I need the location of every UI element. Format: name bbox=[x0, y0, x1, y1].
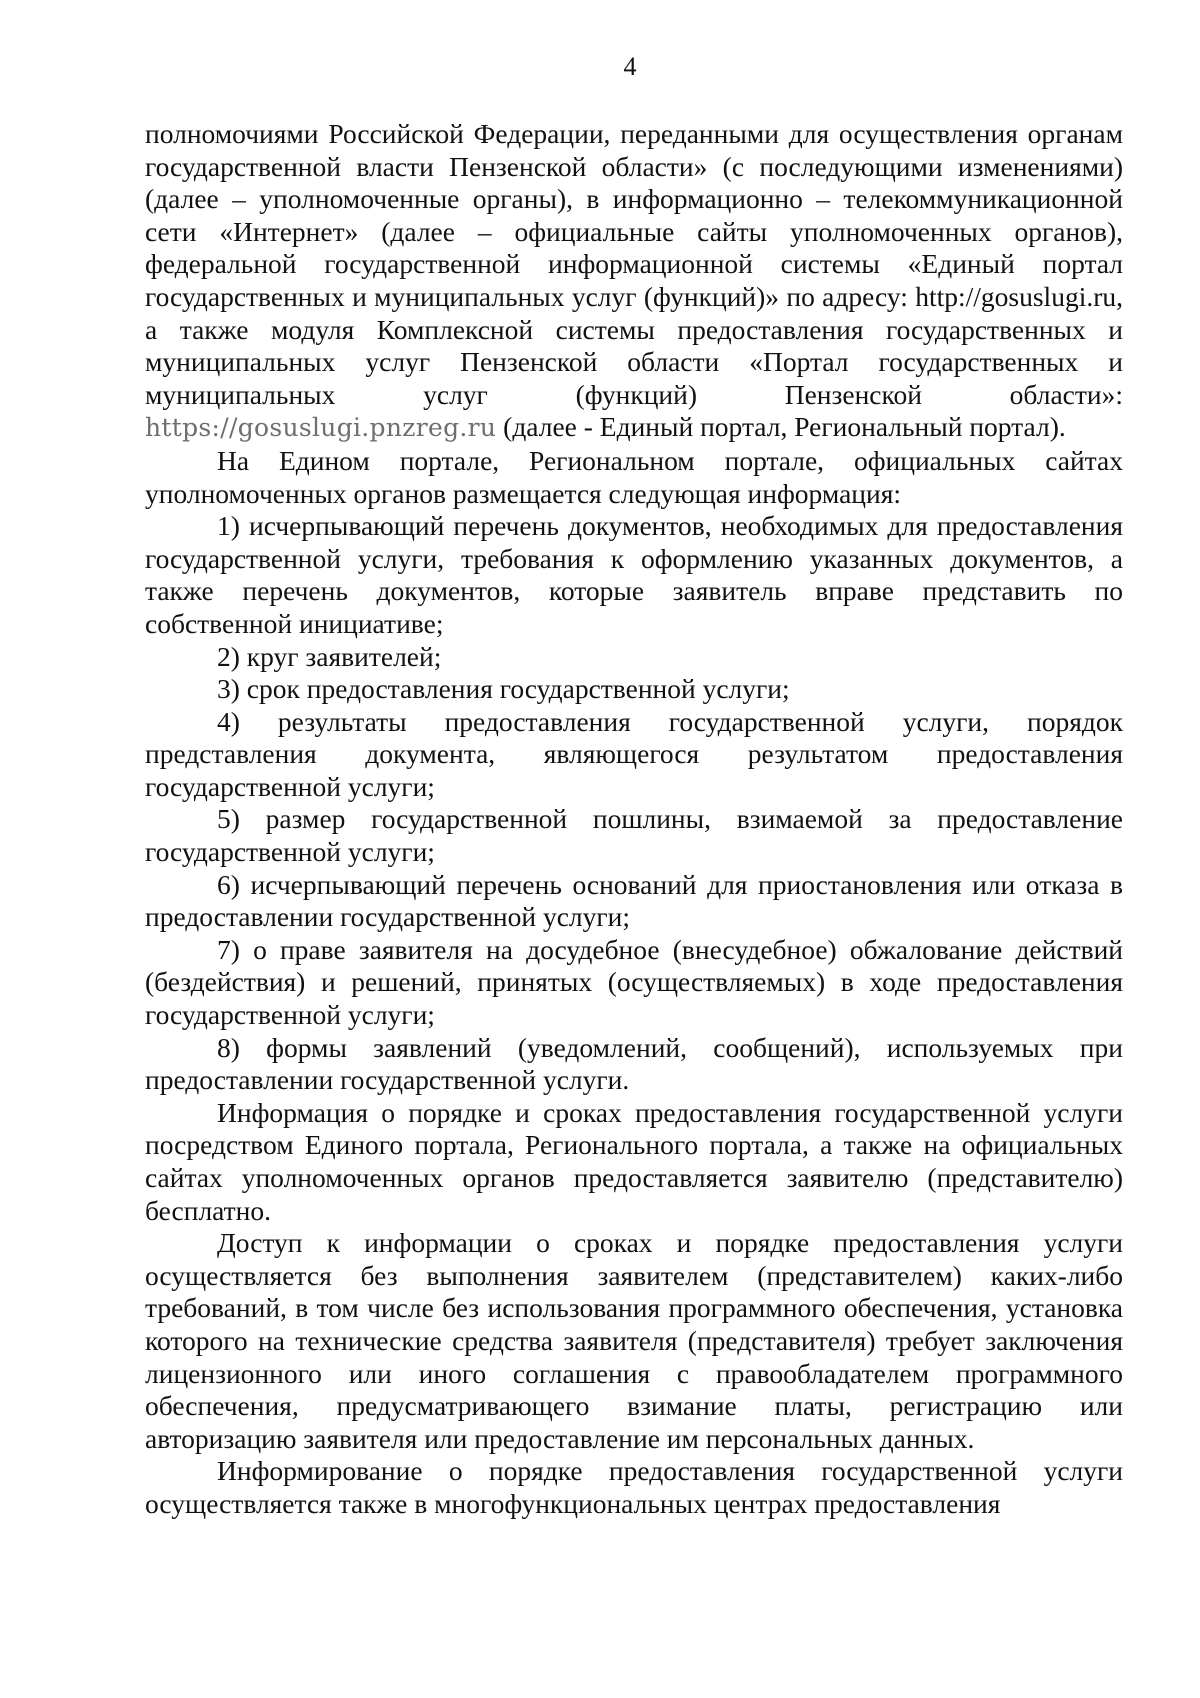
list-item-3: 3) срок предоставления государственной услуги; bbox=[217, 673, 790, 705]
paragraph-mfc-info: Информирование о порядке предоставления государственной услуги осуществляется также в многофункциональных центрах предоставления bbox=[145, 1455, 1123, 1519]
list-item-7: 7) о праве заявителя на досудебное (внесудебное) обжалование действий (бездействия) и решений, принятых (осуществляемых) в ходе предоставления государственной услуги; bbox=[145, 933, 1123, 1031]
paragraph-free-info: Информация о порядке и сроках предоставления государственной услуги посредством Единого портала, Регионального портала, а также на официальных сайтах уполномоченных органов предоставляется заявителю (представителю) бесплатно. bbox=[145, 1096, 1123, 1226]
regional-portal-url: https://gosuslugi.pnzreg.ru bbox=[145, 413, 497, 443]
paragraph-text: полномочиями Российской Федерации, переданными для осуществления органам государственной власти Пензенской области» (с последующими изменениями) (далее – уполномоченные органы), в информационно – телекоммуникационной сети «Интернет» (далее – официальные сайты уполномоченных органов), федеральной государственной информационной системы «Единый портал государственных и муниципальных услуг (функций)» по адресу: http://gosuslugi.ru, а также модуля Комплексной системы предоставления государственных и муниципальных услуг Пензенской области «Портал государственных и муниципальных услуг (функций) Пензенской области»: bbox=[145, 118, 1123, 410]
list-item-4: 4) результаты предоставления государственной услуги, порядок представления документа, являющегося результатом предоставления государственной услуги; bbox=[145, 705, 1123, 802]
paragraph-info-intro: На Едином портале, Региональном портале, официальных сайтах уполномоченных органов размещается следующая информация: bbox=[145, 444, 1123, 509]
list-item-1: 1) исчерпывающий перечень документов, необходимых для предоставления государственной услуги, требования к оформлению указанных документов, а также перечень документов, которые заявитель вправе представить по собственной инициативе; bbox=[145, 510, 1123, 639]
paragraph-text-tail: (далее - Единый портал, Региональный портал). bbox=[496, 411, 1066, 443]
list-item-5: 5) размер государственной пошлины, взимаемой за предоставление государственной услуги; bbox=[145, 803, 1123, 868]
paragraph-continuation bbox=[145, 118, 1123, 445]
list-item-8: 8) формы заявлений (уведомлений, сообщений), используемых при предоставлении государственной услуги. bbox=[145, 1031, 1123, 1096]
list-item-2: 2) круг заявителей; bbox=[217, 640, 442, 672]
paragraph-access-info: Доступ к информации о сроках и порядке предоставления услуги осуществляется без выполнения заявителем (представителем) каких-либо требований, в том числе без использования программного обеспечения, установка которого на технические средства заявителя (представителя) требует заключения лицензионного или иного соглашения с правообладателем программного обеспечения, предусматривающего взимание платы, регистрацию или авторизацию заявителя или предоставление им персональных данных. bbox=[145, 1227, 1123, 1454]
list-item-6: 6) исчерпывающий перечень оснований для приостановления или отказа в предоставлении государственной услуги; bbox=[145, 868, 1123, 933]
document-body bbox=[145, 118, 1123, 1521]
page-number: 4 bbox=[623, 52, 637, 81]
